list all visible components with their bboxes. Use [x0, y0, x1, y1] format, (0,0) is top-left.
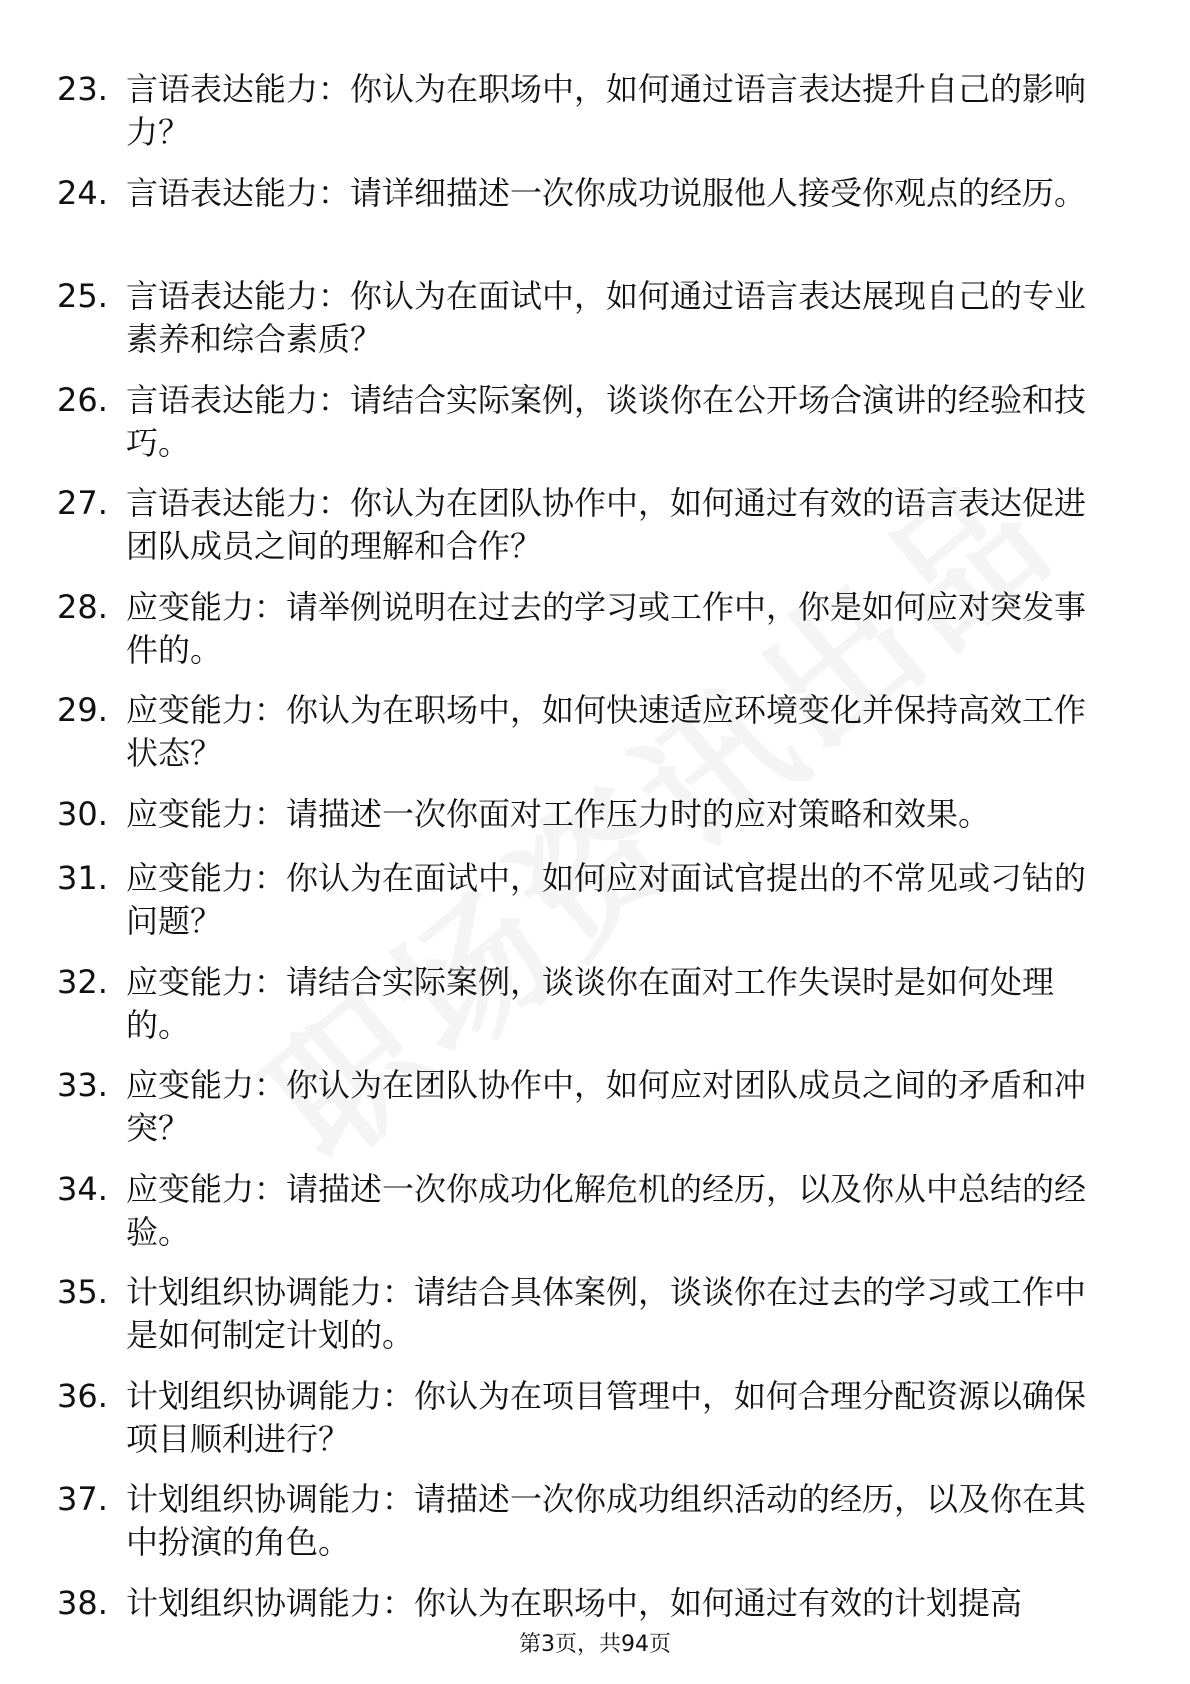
list-item: [0, 1064, 1190, 1168]
question-number: 29.: [57, 691, 108, 729]
list-item: [0, 1271, 1190, 1375]
question-text: 应变能力：请举例说明在过去的学习或工作中，你是如何应对突发事件的。: [126, 587, 1087, 669]
list-item: [0, 1375, 1190, 1479]
question-text: 计划组织协调能力：你认为在项目管理中，如何合理分配资源以确保项目顺利进行？: [126, 1376, 1087, 1458]
list-item: [0, 793, 1190, 858]
list-item: [0, 379, 1190, 483]
question-text: 应变能力：请描述一次你面对工作压力时的应对策略和效果。: [126, 794, 991, 833]
list-item: [0, 857, 1190, 961]
question-text: 言语表达能力：请详细描述一次你成功说服他人接受你观点的经历。: [126, 173, 1087, 212]
question-text: 应变能力：你认为在职场中，如何快速适应环境变化并保持高效工作状态？: [126, 691, 1087, 772]
question-text: 计划组织协调能力：你认为在职场中，如何通过有效的计划提高: [126, 1583, 1023, 1622]
question-list: [0, 68, 1190, 1632]
question-number: 27.: [57, 484, 108, 522]
list-item: [0, 1168, 1190, 1272]
question-text: 言语表达能力：你认为在职场中，如何通过语言表达提升自己的影响力？: [126, 70, 1087, 151]
question-text: 计划组织协调能力：请结合具体案例，谈谈你在过去的学习或工作中是如何制定计划的。: [126, 1273, 1087, 1354]
list-item: [0, 689, 1190, 793]
list-item: [0, 172, 1190, 276]
question-number: 38.: [57, 1583, 108, 1622]
question-number: 37.: [57, 1480, 108, 1518]
list-item: [0, 1582, 1190, 1632]
question-text: 言语表达能力：你认为在面试中，如何通过语言表达展现自己的专业素养和综合素质？: [126, 277, 1087, 358]
list-item: [0, 275, 1190, 379]
question-number: 36.: [57, 1376, 108, 1415]
question-number: 28.: [57, 587, 108, 626]
page-footer: 第3页，共94页: [519, 1632, 671, 1657]
question-number: 34.: [57, 1169, 108, 1208]
question-number: 24.: [57, 173, 108, 212]
list-item: [0, 961, 1190, 1065]
question-text: 应变能力：你认为在团队协作中，如何应对团队成员之间的矛盾和冲突？: [126, 1066, 1087, 1147]
question-text: 言语表达能力：请结合实际案例，谈谈你在公开场合演讲的经验和技巧。: [126, 380, 1087, 462]
question-number: 30.: [57, 794, 108, 833]
list-item: [0, 586, 1190, 690]
question-text: 应变能力：请描述一次你成功化解危机的经历，以及你从中总结的经验。: [126, 1169, 1087, 1251]
question-text: 言语表达能力：你认为在团队协作中，如何通过有效的语言表达促进团队成员之间的理解和合作？: [126, 484, 1087, 565]
list-item: [0, 1478, 1190, 1582]
question-text: 应变能力：你认为在面试中，如何应对面试官提出的不常见或刁钻的问题？: [126, 859, 1087, 940]
list-item: [0, 482, 1190, 586]
list-item: [0, 68, 1190, 172]
question-text: 计划组织协调能力：请描述一次你成功组织活动的经历，以及你在其中扮演的角色。: [126, 1480, 1087, 1561]
question-number: 35.: [57, 1273, 108, 1311]
question-number: 23.: [57, 70, 108, 108]
question-number: 26.: [57, 380, 108, 419]
question-number: 33.: [57, 1066, 108, 1104]
question-number: 31.: [57, 859, 108, 897]
question-number: 25.: [57, 277, 108, 315]
question-text: 应变能力：请结合实际案例，谈谈你在面对工作失误时是如何处理的。: [126, 962, 1055, 1044]
question-number: 32.: [57, 962, 108, 1001]
